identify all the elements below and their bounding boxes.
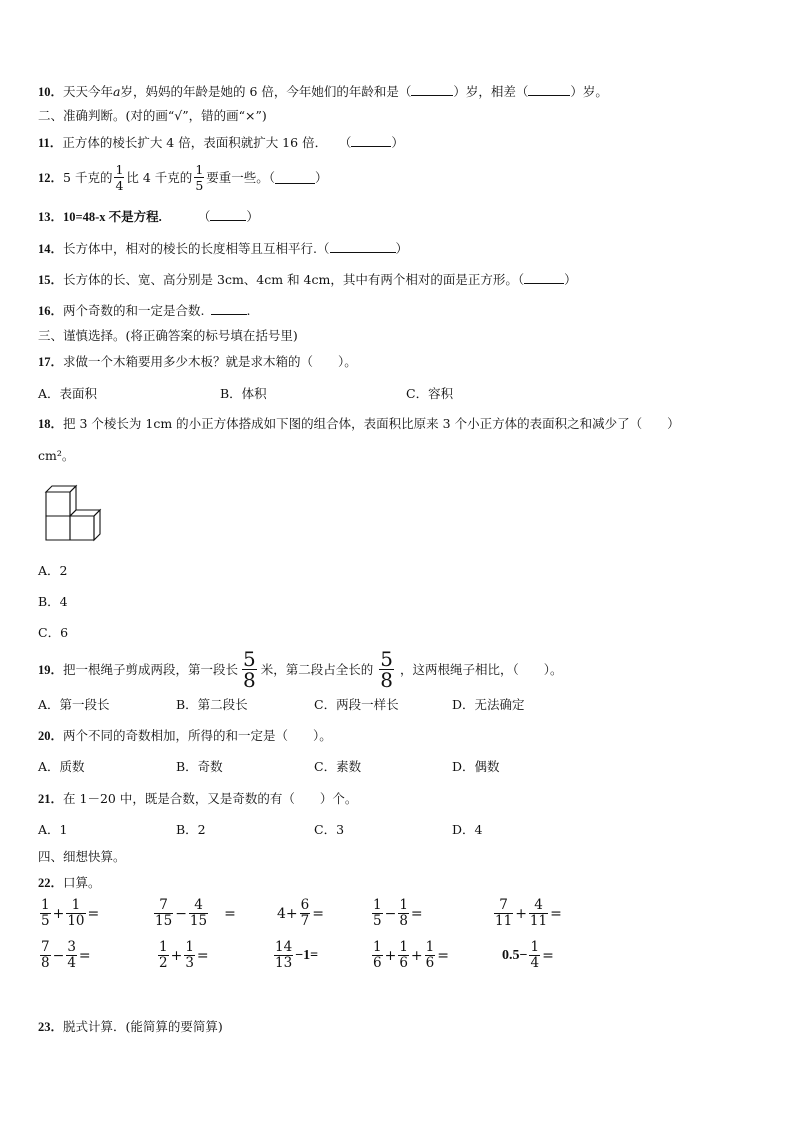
equals: = — [87, 905, 100, 922]
paren: ） — [395, 241, 409, 256]
numerator: 5 — [243, 647, 256, 671]
equals: = — [196, 947, 209, 964]
operator: − — [384, 905, 397, 922]
question-number: 21． — [38, 792, 64, 806]
question-text: 10=48-x 不是方程. — [63, 210, 162, 224]
answer-blank[interactable] — [411, 83, 453, 96]
fraction: $\frac{1}{8}$ — [399, 897, 408, 929]
denominator: 8 — [380, 668, 394, 692]
question-text: ）岁，相差（ — [453, 84, 529, 99]
answer-blank[interactable] — [351, 134, 391, 147]
oral-calc-3 — [277, 898, 324, 929]
question-text: 长方体的长、宽、高分别是 3cm、4cm 和 4cm，其中有两个相对的面是正方形。（ — [63, 272, 525, 287]
oral-calc-9 — [370, 940, 449, 971]
option-a[interactable]: A．质数 — [38, 759, 85, 774]
fraction — [194, 162, 204, 193]
oral-calc-2 — [152, 898, 236, 929]
fraction: $\frac{1}{5}$ — [373, 897, 382, 929]
oral-calc-10 — [502, 940, 554, 971]
unit-label: cm²。 — [38, 448, 75, 463]
fraction: $\frac{7}{11}$ — [495, 897, 513, 929]
operator: + — [170, 947, 183, 964]
question-22 — [38, 875, 101, 891]
question-text: 5 千克的 — [63, 169, 113, 185]
option-d[interactable]: D．无法确定 — [452, 697, 525, 712]
paren: （ — [197, 209, 211, 224]
equals: = — [437, 947, 449, 964]
paren: ） — [315, 169, 328, 185]
fraction: $\frac{1}{3}$ — [185, 939, 194, 971]
question-text: 把 3 个棱长为 1cm 的小正方体搭成如下图的组合体，表面积比原来 3 个小正方体的表面积之和减少了（ ） — [63, 416, 680, 431]
question-text: 脱式计算．(能简算的要简算) — [63, 1019, 223, 1034]
fraction: $\frac{1}{4}$ — [530, 939, 540, 971]
option-b[interactable]: B．体积 — [220, 386, 267, 401]
option-c[interactable]: C．3 — [314, 822, 345, 837]
question-19 — [38, 649, 563, 690]
option-c[interactable]: C．素数 — [314, 759, 362, 774]
option-a[interactable]: A．1 — [38, 822, 68, 837]
question-text: 求做一个木箱要用多少木板？就是求木箱的（ ）。 — [63, 354, 357, 369]
operand: 0.5− — [502, 947, 528, 963]
operator: + — [384, 947, 397, 964]
section-heading: 三、谨慎选择。(将正确答案的标号填在括号里) — [38, 328, 298, 343]
question-13 — [38, 208, 259, 225]
question-10 — [38, 83, 608, 100]
question-number: 15． — [38, 273, 64, 287]
fraction: $\frac{1}{2}$ — [159, 939, 168, 971]
question-text: 把一根绳子剪成两段，第一段长 — [63, 661, 239, 677]
fraction: $\frac{1}{10}$ — [67, 897, 85, 929]
question-11 — [38, 134, 404, 151]
question-number: 22． — [38, 876, 64, 890]
option-d[interactable]: D．4 — [452, 822, 483, 837]
operator: + — [515, 905, 527, 922]
question-text: 长方体中，相对的棱长的长度相等且互相平行.（ — [63, 241, 330, 256]
question-text: 比 4 千克的 — [126, 169, 193, 185]
fraction: $\frac{14}{13}$ — [275, 939, 293, 971]
oral-calc-4 — [370, 898, 423, 929]
oral-calc-7 — [156, 940, 209, 971]
denominator: 5 — [195, 178, 204, 193]
question-text: 米，第二段占全长的 — [260, 661, 374, 677]
denominator: 8 — [243, 668, 256, 692]
equals: = — [410, 905, 423, 922]
cube-figure — [44, 482, 108, 542]
oral-calc-1 — [38, 898, 99, 929]
numerator: 5 — [380, 647, 394, 671]
question-text: 天天今年 — [63, 84, 114, 99]
question-text: 口算。 — [63, 875, 101, 890]
question-number: 17． — [38, 355, 64, 369]
question-number: 16． — [38, 304, 64, 318]
question-text: 要重一些。（ — [206, 169, 276, 185]
question-15 — [38, 271, 577, 288]
option-a[interactable]: A．第一段长 — [38, 697, 110, 712]
cube-top — [46, 486, 76, 516]
question-text: . — [246, 303, 251, 318]
option-b[interactable]: B．4 — [38, 594, 68, 609]
fraction — [114, 162, 124, 193]
option-c[interactable]: C．容积 — [406, 386, 454, 401]
equals: = — [224, 905, 236, 922]
question-text: 两个不同的奇数相加，所得的和一定是（ ）。 — [63, 728, 332, 743]
question-20 — [38, 728, 332, 744]
answer-blank[interactable] — [524, 271, 564, 284]
operand: −1= — [295, 947, 319, 963]
fraction: $\frac{1}{5}$ — [41, 897, 50, 929]
answer-blank[interactable] — [275, 171, 315, 184]
fraction: $\frac{4}{15}$ — [189, 897, 208, 929]
fraction: $\frac{7}{15}$ — [155, 897, 173, 929]
question-21 — [38, 791, 357, 807]
question-12 — [38, 162, 328, 193]
paren: （ — [345, 135, 352, 150]
section-heading: 二、准确判断。(对的画“√”，错的画“×”) — [38, 108, 267, 123]
option-b[interactable]: B．第二段长 — [176, 697, 248, 712]
paren: ） — [564, 272, 577, 287]
question-text: 两个奇数的和一定是合数. — [63, 303, 205, 318]
fraction — [242, 649, 257, 690]
oral-calc-8 — [272, 940, 318, 971]
answer-blank[interactable] — [210, 208, 246, 221]
answer-blank[interactable] — [528, 83, 570, 96]
question-text: ，这两根绳子相比，（ ）。 — [400, 661, 563, 677]
equals: = — [550, 905, 562, 922]
oral-calc-5 — [492, 898, 562, 929]
operator: − — [175, 905, 187, 922]
section-heading: 四、细想快算。 — [38, 849, 126, 864]
fraction: $\frac{1}{6}$ — [425, 939, 435, 971]
question-text: ）岁。 — [570, 84, 608, 99]
question-text: 岁，妈妈的年龄是她的 6 倍，今年她们的年龄和是（ — [120, 84, 412, 99]
option-a[interactable]: A．2 — [38, 563, 68, 578]
question-number: 23． — [38, 1020, 64, 1034]
variable: a — [113, 84, 121, 99]
paren: ） — [391, 135, 404, 150]
operand: 4+ — [277, 905, 298, 922]
option-d[interactable]: D．偶数 — [452, 759, 500, 774]
cube-bottom-right — [70, 510, 100, 540]
denominator: 4 — [115, 178, 124, 193]
question-number: 18． — [38, 417, 64, 431]
question-number: 12． — [38, 170, 64, 185]
numerator: 1 — [115, 162, 124, 177]
fraction: $\frac{4}{11}$ — [529, 897, 548, 929]
fraction: $\frac{1}{6}$ — [399, 939, 408, 971]
question-14 — [38, 240, 408, 257]
question-number: 20． — [38, 729, 64, 743]
fraction: $\frac{6}{7}$ — [300, 897, 310, 929]
question-text: 正方体的棱长扩大 4 倍，表面积就扩大 16 倍． — [62, 135, 328, 150]
numerator: 1 — [195, 162, 204, 177]
cube-bottom-left — [46, 516, 70, 540]
fraction: $\frac{1}{6}$ — [373, 939, 382, 971]
option-a[interactable]: A．表面积 — [38, 386, 98, 401]
fraction: $\frac{3}{4}$ — [67, 939, 76, 971]
question-number: 11． — [38, 136, 63, 150]
option-b[interactable]: B．奇数 — [176, 759, 223, 774]
equals: = — [312, 905, 324, 922]
equals: = — [542, 947, 554, 964]
question-17 — [38, 354, 357, 370]
question-23 — [38, 1019, 223, 1035]
answer-blank[interactable] — [211, 302, 247, 315]
question-16 — [38, 302, 250, 319]
option-c[interactable]: C．两段一样长 — [314, 697, 399, 712]
question-number: 14． — [38, 242, 64, 256]
option-b[interactable]: B．2 — [176, 822, 206, 837]
answer-blank[interactable] — [330, 240, 396, 253]
paren: ） — [246, 209, 259, 224]
option-c[interactable]: C．6 — [38, 625, 69, 640]
question-18 — [38, 416, 680, 432]
question-text: 在 1－20 中，既是合数，又是奇数的有（ ）个。 — [63, 791, 358, 806]
oral-calc-6 — [38, 940, 91, 971]
operator: + — [410, 947, 423, 964]
fraction: $\frac{7}{8}$ — [41, 939, 50, 971]
fraction — [379, 649, 394, 690]
operator: + — [52, 905, 65, 922]
question-number: 13． — [38, 210, 64, 224]
operator: − — [52, 947, 65, 964]
equals: = — [78, 947, 91, 964]
question-number: 10． — [38, 85, 64, 99]
question-number: 19． — [38, 662, 64, 677]
